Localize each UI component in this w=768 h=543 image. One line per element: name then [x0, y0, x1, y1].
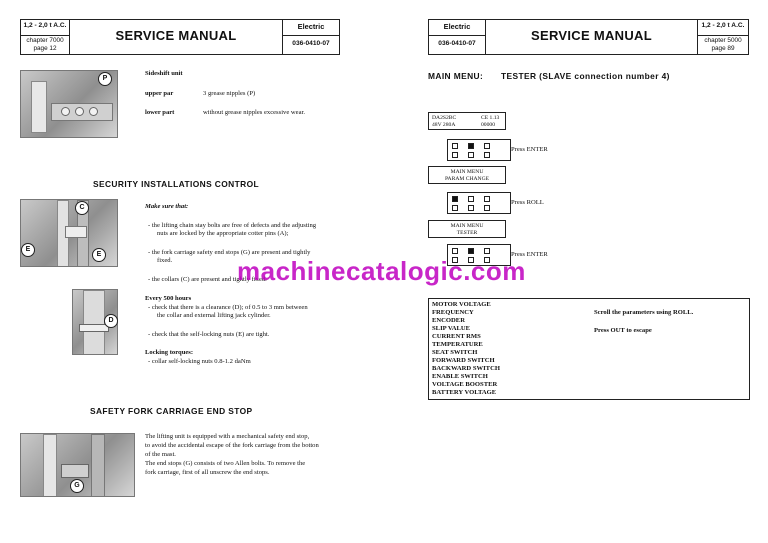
security-item-2b: fixed. [157, 257, 173, 264]
callout-p: P [98, 72, 112, 86]
every-item-1b: the collar and external lifting jack cylinder. [157, 312, 271, 319]
key-4 [452, 152, 458, 158]
left-model: 1,2 - 2,0 t A.C. [23, 22, 67, 29]
left-code: 036-0410-07 [292, 40, 330, 47]
param-temperature: TEMPERATURE [432, 341, 483, 348]
callout-d: D [104, 314, 118, 328]
lcd1-line1-right: CE 1.13 [481, 115, 500, 121]
lcd2-line2: PARAM CHANGE [444, 176, 490, 182]
key-2 [468, 196, 474, 202]
param-enable-switch: ENABLE SWITCH [432, 373, 488, 380]
every-item-2: - check that the self-locking nuts (E) are tight. [148, 331, 270, 338]
key-enter-pressed [468, 143, 474, 149]
param-forward-switch: FORWARD SWITCH [432, 357, 495, 364]
param-frequency: FREQUENCY [432, 309, 474, 316]
every-500-hours-title: Every 500 hours [145, 295, 192, 302]
security-item-3: - the collars (C) are present and tightly fixed. [148, 276, 267, 283]
callout-e-left: E [21, 243, 35, 257]
key-1 [452, 143, 458, 149]
left-type: Electric [297, 22, 325, 31]
right-title: SERVICE MANUAL [531, 28, 652, 43]
note-escape: Press OUT to escape [594, 327, 652, 334]
lcd1-line2-left: 48V 280A [432, 122, 456, 128]
param-battery-voltage: BATTERY VOLTAGE [432, 389, 497, 396]
note-scroll: Scroll the parameters using ROLL. [594, 309, 694, 316]
safety-line-3: of the mast. [145, 451, 176, 458]
security-item-1a: - the lifting chain stay bolts are free of defects and the adjusting [148, 222, 317, 229]
keypad-1 [447, 139, 511, 161]
press-enter-2: Press ENTER [511, 251, 548, 258]
param-motor-voltage: MOTOR VOLTAGE [432, 301, 491, 308]
main-menu-title: MAIN MENU: [428, 71, 484, 81]
param-voltage-booster: VOLTAGE BOOSTER [432, 381, 498, 388]
param-slip-value: SLIP VALUE [432, 325, 471, 332]
param-encoder: ENCODER [432, 317, 465, 324]
lcd3-line1: MAIN MENU [450, 223, 484, 229]
right-page-number: page 89 [711, 45, 735, 52]
lower-part-label: lower part [145, 109, 175, 116]
right-code: 036-0410-07 [438, 40, 476, 47]
left-page-number: page 12 [33, 45, 57, 52]
param-seat-switch: SEAT SWITCH [432, 349, 478, 356]
lcd-display-2 [428, 166, 506, 184]
key-4 [452, 205, 458, 211]
make-sure-title: Make sure that: [145, 203, 189, 210]
lower-part-text: without grease nipples excessive wear. [203, 109, 305, 116]
safety-line-1: The lifting unit is equipped with a mechanical safety end stop, [145, 433, 310, 440]
callout-g: G [70, 479, 84, 493]
key-3 [484, 248, 490, 254]
safety-line-4: The end stops (G) consists of two Allen bolts. To remove the [145, 460, 306, 467]
key-5 [468, 152, 474, 158]
key-3 [484, 196, 490, 202]
press-enter-1: Press ENTER [511, 146, 548, 153]
press-roll: Press ROLL [511, 199, 544, 206]
sideshift-title: Sideshift unit [145, 70, 183, 77]
param-backward-switch: BACKWARD SWITCH [432, 365, 500, 372]
safety-line-5: fork carriage, first of all unscrew the end stops. [145, 469, 270, 476]
left-chapter: chapter 7000 [26, 37, 64, 44]
callout-c: C [75, 201, 89, 215]
lcd2-line1: MAIN MENU [450, 169, 484, 175]
security-item-1b: nuts are locked by the appropriate cotter pins (A); [157, 230, 289, 237]
right-type: Electric [443, 22, 471, 31]
security-item-2a: - the fork carriage safety end stops (G) are present and tightly [148, 249, 311, 256]
upper-part-label: upper par [145, 90, 174, 97]
param-current-rms: CURRENT RMS [432, 333, 481, 340]
locking-torques-item: - collar self-locking nuts 0.8-1.2 daNm [148, 358, 251, 365]
callout-e-right: E [92, 248, 106, 262]
watermark: machinecatalogic.com [237, 256, 526, 286]
keypad-2 [447, 192, 511, 214]
upper-part-text: 3 grease nipples (P) [203, 90, 256, 97]
lcd1-line2-right: 00000 [481, 122, 495, 128]
safety-section-title: SAFETY FORK CARRIAGE END STOP [90, 406, 253, 416]
security-section-title: SECURITY INSTALLATIONS CONTROL [93, 179, 260, 189]
safety-line-2: to avoid the accidental escape of the fork carriage from the botton [145, 442, 319, 449]
left-title: SERVICE MANUAL [115, 28, 237, 43]
key-roll-pressed [452, 196, 458, 202]
key-3 [484, 143, 490, 149]
lcd3-line2: TESTER [456, 230, 478, 236]
right-model: 1,2 - 2,0 t A.C. [701, 22, 745, 29]
locking-torques-title: Locking torques: [145, 349, 194, 356]
key-6 [484, 205, 490, 211]
key-6 [484, 152, 490, 158]
lcd-display-3 [428, 220, 506, 238]
every-item-1a: - check that there is a clearance (D); of 0.5 to 3 mm between [148, 304, 308, 311]
tester-title: TESTER (SLAVE connection number 4) [501, 71, 670, 81]
key-enter-pressed [468, 248, 474, 254]
key-5 [468, 205, 474, 211]
right-chapter: chapter 5000 [704, 37, 742, 44]
lcd1-line1-left: DA2S2BC [432, 115, 457, 121]
lcd-display-1 [428, 112, 506, 130]
key-1 [452, 248, 458, 254]
